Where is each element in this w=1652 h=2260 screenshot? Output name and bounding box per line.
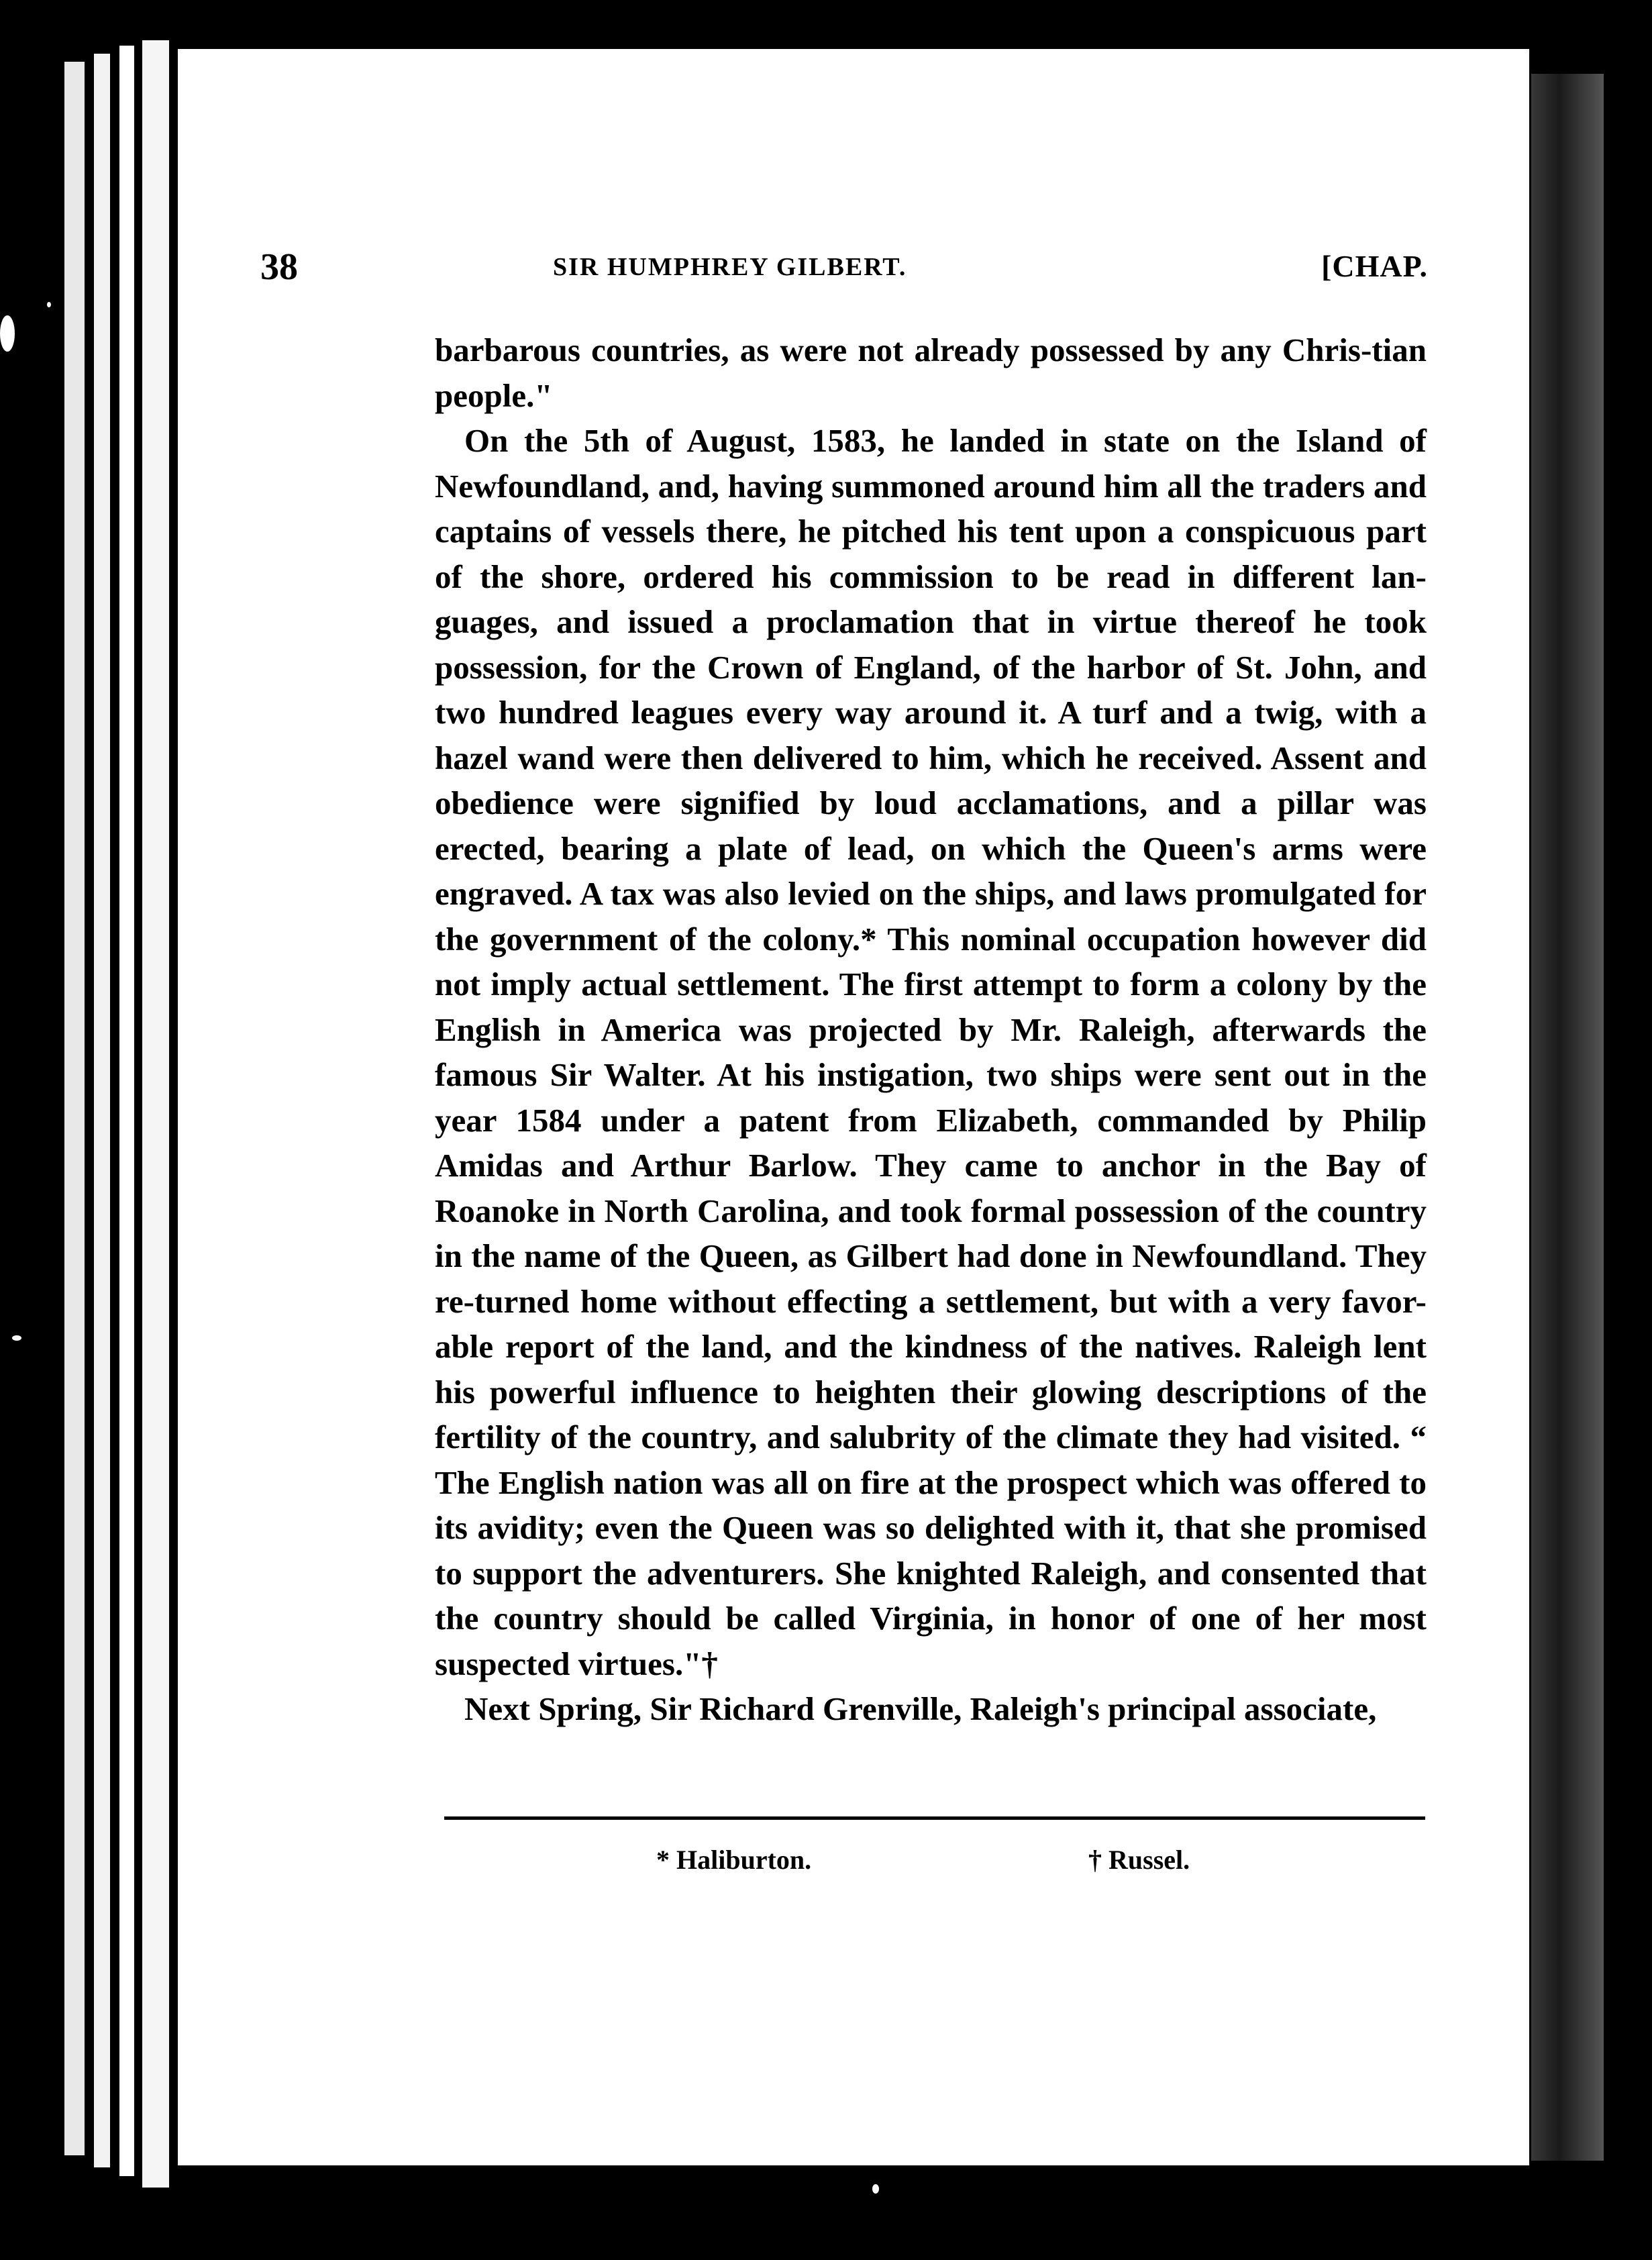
page-number: 38 (260, 246, 298, 288)
book-page-edge (142, 40, 169, 2188)
chapter-label: [CHAP. (1321, 249, 1428, 283)
scan-artifact (872, 2184, 879, 2194)
paragraph: Next Spring, Sir Richard Grenville, Raleigh's principal associate, (464, 1690, 1377, 1727)
book-gutter (1530, 74, 1604, 2161)
scan-artifact (12, 1335, 21, 1341)
paragraph: On the 5th of August, 1583, he landed in state on the Island of Newfoundland, and, having summoned around him all the traders and captains of vessels there, he pitched his tent upon a conspicuous part of the shore, ordered his commission to be read in different lan-guages, and issued a proclamation that in virtue thereof he took possession, for the Crown of England, of the harbor of St. John, and two hundred leagues every way around it. A turf and a twig, with a hazel wand were then delivered to him, which he received. Assent and obedience were signified by loud acclamations, and a pillar was erected, bearing a plate of lead, on which the Queen's arms were engraved. A tax was also levied on the ships, and laws promulgated for the government of the colony.* This nominal occupation however did not imply actual settlement. The first attempt to form a colony by the English in America was projected by Mr. Raleigh, afterwards the famous Sir Walter. At his instigation, two ships were sent out in the year 1584 under a patent from Elizabeth, commanded by Philip Amidas and Arthur Barlow. They came to anchor in the Bay of Roanoke in North Carolina, and took formal possession of the country in the name of the Queen, as Gilbert had done in Newfoundland. They re-turned home without effecting a settlement, but with a very favor-able report of the land, and the kindness of the natives. Raleigh lent his powerful influence to heighten their glowing descriptions of the fertility of the country, and salubrity of the climate they had visited. “ The English nation was all on fire at the prospect which was offered to its avidity; even the Queen was so delighted with it, that she promised to support the adventurers. She knighted Raleigh, and consented that the country should be called Virginia, in honor of one of her most suspected virtues."† (435, 422, 1427, 1682)
scan-artifact (47, 302, 51, 307)
book-page-edge (94, 54, 110, 2167)
scan-artifact (0, 315, 15, 352)
footnote: † Russel. (1088, 1845, 1190, 1875)
footnote-rule (444, 1816, 1425, 1820)
book-page-edge (64, 62, 85, 2155)
running-title: SIR HUMPHREY GILBERT. (553, 253, 907, 281)
footnotes (444, 1844, 1425, 1884)
footnote: * Haliburton. (656, 1845, 812, 1875)
paragraph-continuation: barbarous countries, as were not already possessed by any Chris-tian people." (435, 331, 1427, 414)
running-head (260, 246, 1428, 299)
body-text (435, 327, 1427, 1732)
book-page-edge (119, 46, 134, 2176)
